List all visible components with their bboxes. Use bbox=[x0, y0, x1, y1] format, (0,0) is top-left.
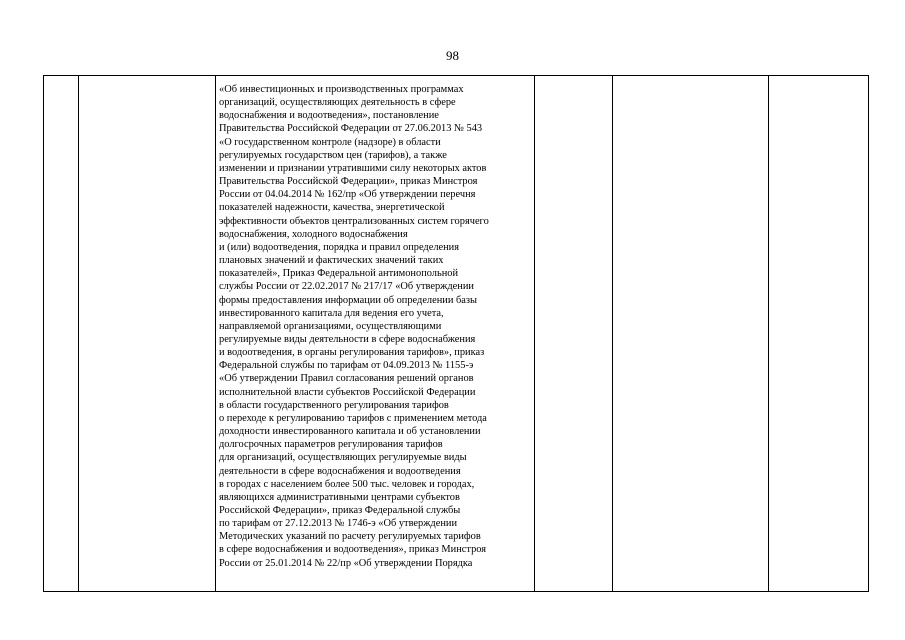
table-row bbox=[44, 76, 869, 592]
table-cell-empty bbox=[769, 76, 869, 592]
text-line: Российской Федерации», приказ Федеральной службы bbox=[219, 505, 461, 516]
table-cell-number bbox=[44, 76, 79, 592]
text-line: деятельности в сфере водоснабжения и водоотведения bbox=[219, 465, 461, 477]
text-line: показателей», Приказ Федеральной антимонопольной bbox=[219, 268, 459, 280]
text-line: Правительства Российской Федерации от 27.06.2013 № 543 bbox=[219, 123, 483, 135]
text-line: долгосрочных параметров регулирования тарифов bbox=[219, 439, 443, 451]
text-line: водоснабжения, холодного водоснабжения bbox=[219, 228, 408, 240]
text-line: инвестированного капитала для ведения его учета, bbox=[219, 307, 444, 319]
text-line: эффективности объектов централизованных систем горячего bbox=[219, 215, 489, 227]
text-line: водоснабжения и водоотведения», постановление bbox=[219, 110, 439, 122]
text-line: доходности инвестированного капитала и об установлении bbox=[219, 426, 481, 438]
text-line: «Об инвестиционных и производственных программах bbox=[219, 84, 464, 95]
text-line: в области государственного регулирования тарифов bbox=[219, 399, 449, 411]
legal-basis-text bbox=[216, 76, 534, 570]
text-line: изменении и признании утратившими силу некоторых актов bbox=[219, 162, 487, 174]
text-line: исполнительной власти субъектов Российской Федерации bbox=[219, 386, 476, 398]
text-line: организаций, осуществляющих деятельность в сфере bbox=[219, 97, 456, 109]
text-line: и (или) водоотведения, порядка и правил определения bbox=[219, 241, 460, 253]
text-line: являющихся административными центрами субъектов bbox=[219, 491, 460, 503]
text-line: «О государственном контроле (надзоре) в области bbox=[219, 136, 441, 148]
text-line: показателей надежности, качества, энергетической bbox=[219, 202, 445, 214]
text-line: по тарифам от 27.12.2013 № 1746-э «Об утверждении bbox=[219, 518, 458, 530]
text-line: и водоотведения, в органы регулирования тарифов», приказ bbox=[219, 347, 485, 359]
text-line: Правительства Российской Федерации», приказ Минстроя bbox=[219, 176, 478, 188]
table-cell-empty bbox=[535, 76, 613, 592]
text-line: для организаций, осуществляющих регулируемые виды bbox=[219, 452, 467, 464]
table-cell-legal-basis bbox=[216, 76, 535, 592]
table-cell-name bbox=[79, 76, 216, 592]
text-line: направляемой организациями, осуществляющими bbox=[219, 320, 442, 332]
text-line: службы России от 22.02.2017 № 217/17 «Об утверждении bbox=[219, 281, 474, 293]
text-line: России от 25.01.2014 № 22/пр «Об утверждении Порядка bbox=[219, 557, 473, 569]
text-line: России от 04.04.2014 № 162/пр «Об утверждении перечня bbox=[219, 189, 476, 201]
table-cell-empty bbox=[613, 76, 769, 592]
regulation-table bbox=[43, 75, 869, 592]
text-line: регулируемых государством цен (тарифов), а также bbox=[219, 149, 447, 161]
text-line: формы предоставления информации об определении базы bbox=[219, 294, 477, 306]
text-line: Федеральной службы по тарифам от 04.09.2013 № 1155-э bbox=[219, 360, 474, 372]
text-line: плановых значений и фактических значений таких bbox=[219, 255, 444, 267]
text-line: регулируемые виды деятельности в сфере водоснабжения bbox=[219, 333, 476, 345]
text-line: в городах с населением более 500 тыс. человек и городах, bbox=[219, 478, 475, 490]
page-number: 98 bbox=[446, 48, 459, 63]
text-line: Методических указаний по расчету регулируемых тарифов bbox=[219, 531, 481, 543]
text-line: в сфере водоснабжения и водоотведения», приказ Минстроя bbox=[219, 544, 487, 556]
text-line: о переходе к регулированию тарифов с применением метода bbox=[219, 412, 487, 424]
text-line: «Об утверждении Правил согласования решений органов bbox=[219, 373, 474, 385]
